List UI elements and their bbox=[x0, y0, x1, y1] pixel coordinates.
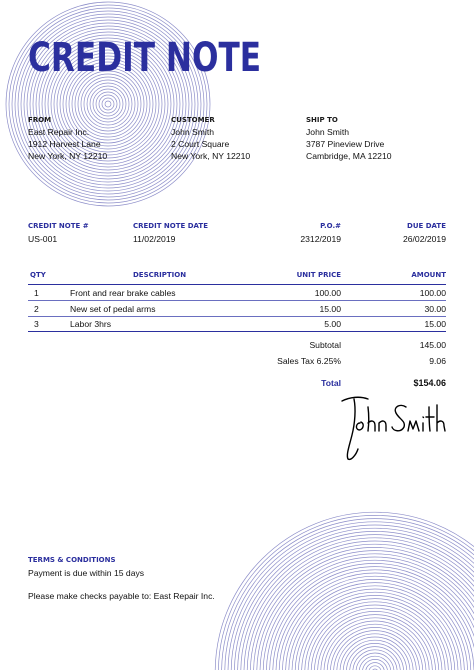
subtotal-value: 145.00 bbox=[419, 340, 446, 350]
header-qty: QTY bbox=[30, 271, 46, 279]
handwritten-signature bbox=[338, 393, 450, 463]
row-qty: 2 bbox=[34, 304, 39, 314]
total-value: $154.06 bbox=[413, 378, 446, 388]
tax-value: 9.06 bbox=[429, 356, 446, 366]
ring-line bbox=[6, 2, 210, 206]
terms-line-1: Payment is due within 15 days bbox=[28, 568, 145, 578]
due-date-label: DUE DATE bbox=[407, 222, 446, 230]
customer-label: CUSTOMER bbox=[171, 116, 215, 124]
row-amount: 100.00 bbox=[419, 288, 446, 298]
ring-line bbox=[260, 557, 474, 670]
ring-line bbox=[250, 547, 474, 670]
header-amount: AMOUNT bbox=[411, 271, 446, 279]
total-label: Total bbox=[321, 378, 341, 388]
ring-line bbox=[84, 80, 132, 128]
customer-line-1: John Smith bbox=[171, 127, 214, 137]
ship-to-line-3: Cambridge, MA 12210 bbox=[306, 151, 392, 161]
rings-bottom-right bbox=[215, 512, 474, 670]
from-line-1: East Repair Inc. bbox=[28, 127, 90, 137]
row-description: Labor 3hrs bbox=[70, 319, 112, 329]
row-amount: 15.00 bbox=[424, 319, 446, 329]
from-line-3: New York, NY 12210 bbox=[28, 151, 108, 161]
po-value: 2312/2019 bbox=[300, 234, 341, 244]
due-date-value: 26/02/2019 bbox=[402, 234, 446, 244]
ring-line bbox=[298, 595, 451, 670]
ship-to-line-2: 3787 Pineview Drive bbox=[306, 139, 385, 149]
ring-line bbox=[359, 656, 391, 670]
row-amount: 30.00 bbox=[424, 304, 446, 314]
from-label: FROM bbox=[28, 116, 52, 124]
credit-note-date-value: 11/02/2019 bbox=[133, 234, 176, 244]
row-unit-price: 15.00 bbox=[319, 304, 341, 314]
table-bottom-rule bbox=[28, 331, 446, 332]
from-line-2: 1912 Harvest Lane bbox=[28, 139, 101, 149]
ring-line bbox=[254, 551, 474, 670]
ring-line bbox=[369, 666, 381, 670]
customer-line-3: New York, NY 12210 bbox=[171, 151, 251, 161]
terms-line-2: Please make checks payable to: East Repair Inc. bbox=[28, 591, 215, 601]
header-description: DESCRIPTION bbox=[133, 271, 187, 279]
ring-line bbox=[305, 602, 445, 670]
header-unit-price: UNIT PRICE bbox=[296, 271, 341, 279]
ring-line bbox=[356, 653, 394, 670]
document-title: CREDIT NOTE bbox=[28, 35, 262, 81]
ring-line bbox=[90, 86, 126, 122]
ring-line bbox=[292, 589, 458, 670]
ship-to-line-1: John Smith bbox=[306, 127, 349, 137]
rings-top-left bbox=[6, 2, 210, 206]
row-unit-price: 5.00 bbox=[324, 319, 341, 329]
row-divider bbox=[28, 316, 446, 317]
po-label: P.O.# bbox=[320, 222, 341, 230]
row-unit-price: 100.00 bbox=[314, 288, 341, 298]
ring-line bbox=[102, 98, 114, 110]
customer-line-2: 2 Court Square bbox=[171, 139, 230, 149]
ring-line bbox=[334, 631, 417, 670]
credit-note-number-value: US-001 bbox=[28, 234, 58, 244]
table-header-rule bbox=[28, 284, 446, 285]
row-description: Front and rear brake cables bbox=[70, 288, 176, 298]
ring-line bbox=[96, 92, 120, 116]
terms-label: TERMS & CONDITIONS bbox=[28, 556, 116, 564]
row-qty: 3 bbox=[34, 319, 39, 329]
ring-line bbox=[81, 77, 135, 131]
credit-note-number-label: CREDIT NOTE # bbox=[28, 222, 89, 230]
row-divider bbox=[28, 300, 446, 301]
row-qty: 1 bbox=[34, 288, 39, 298]
ring-line bbox=[321, 618, 429, 670]
subtotal-label: Subtotal bbox=[309, 340, 341, 350]
ring-line bbox=[93, 89, 123, 119]
row-description: New set of pedal arms bbox=[70, 304, 156, 314]
ring-line bbox=[276, 573, 474, 670]
ring-line bbox=[337, 634, 413, 670]
credit-note-date-label: CREDIT NOTE DATE bbox=[133, 222, 208, 230]
tax-label: Sales Tax 6.25% bbox=[277, 356, 341, 366]
ring-line bbox=[105, 101, 111, 107]
ship-to-label: SHIP TO bbox=[306, 116, 338, 124]
